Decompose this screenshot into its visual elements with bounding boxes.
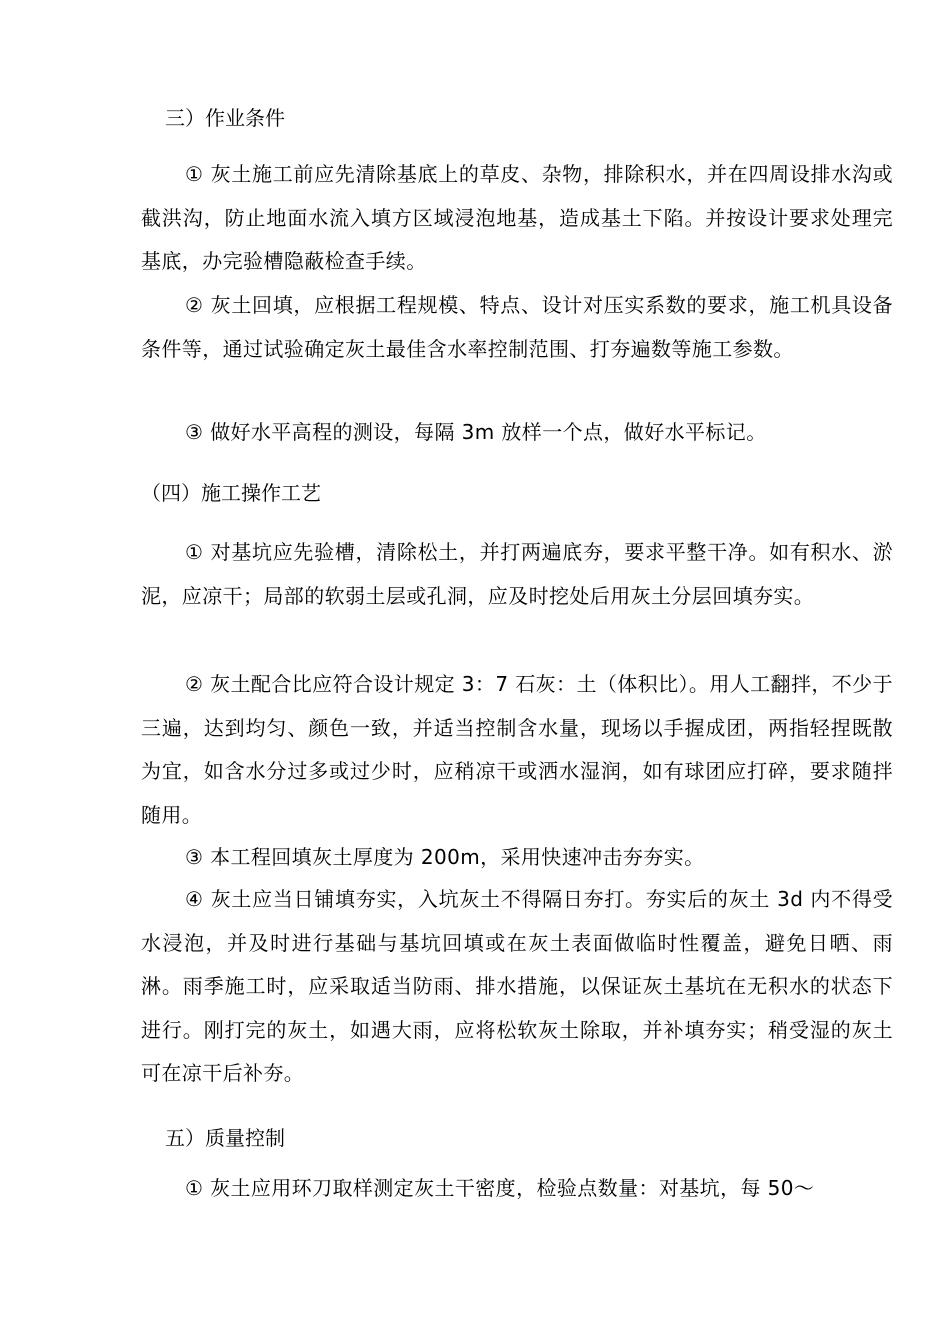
paragraph-work-conditions-1: ① 灰土施工前应先清除基底上的草皮、杂物，排除积水，并在四周设排水沟或截洪沟，防止地面水流入填方区域浸泡地基，造成基土下陷。并按设计要求处理完基底，办完验槽隐蔽检查手续。 — [141, 162, 893, 273]
paragraph-construction-process-1: ① 对基坑应先验槽，清除松土，并打两遍底夯，要求平整干净。如有积水、淤泥，应凉干；局部的软弱土层或孔洞，应及时挖处后用灰土分层回填夯实。 — [141, 540, 893, 608]
paragraph-construction-process-3: ③ 本工程回填灰土厚度为 200m，采用快速冲击夯夯实。 — [185, 845, 705, 869]
section-heading-construction-process: （四）施工操作工艺 — [141, 481, 321, 505]
paragraph-construction-process-2: ② 灰土配合比应符合设计规定 3：7 石灰：土（体积比）。用人工翻拌，不少于三遍，达到均匀、颜色一致，并适当控制含水量，现场以手握成团，两指轻捏既散为宜，如含水分过多或过少时，应稍凉干或洒水湿润，如有球团应打碎，要求随拌随用。 — [141, 672, 893, 827]
paragraph-work-conditions-3: ③ 做好水平高程的测设，每隔 3m 放样一个点，做好水平标记。 — [185, 420, 767, 444]
paragraph-construction-process-4: ④ 灰土应当日铺填夯实，入坑灰土不得隔日夯打。夯实后的灰土 3d 内不得受水浸泡，并及时进行基础与基坑回填或在灰土表面做临时性覆盖，避免日晒、雨淋。雨季施工时，应采取适当防雨、排水措施，以保证灰土基坑在无积水的状态下进行。刚打完的灰土，如遇大雨，应将松软灰土除取，并补填夯实；稍受湿的灰土可在凉干后补夯。 — [141, 887, 893, 1085]
section-heading-quality-control: 五）质量控制 — [165, 1126, 285, 1150]
paragraph-quality-control-1: ① 灰土应用环刀取样测定灰土干密度，检验点数量：对基坑，每 50～ — [185, 1176, 815, 1200]
paragraph-work-conditions-2: ② 灰土回填，应根据工程规模、特点、设计对压实系数的要求，施工机具设备条件等，通过试验确定灰土最佳含水率控制范围、打夯遍数等施工参数。 — [141, 293, 893, 361]
section-heading-work-conditions: 三）作业条件 — [165, 106, 285, 130]
